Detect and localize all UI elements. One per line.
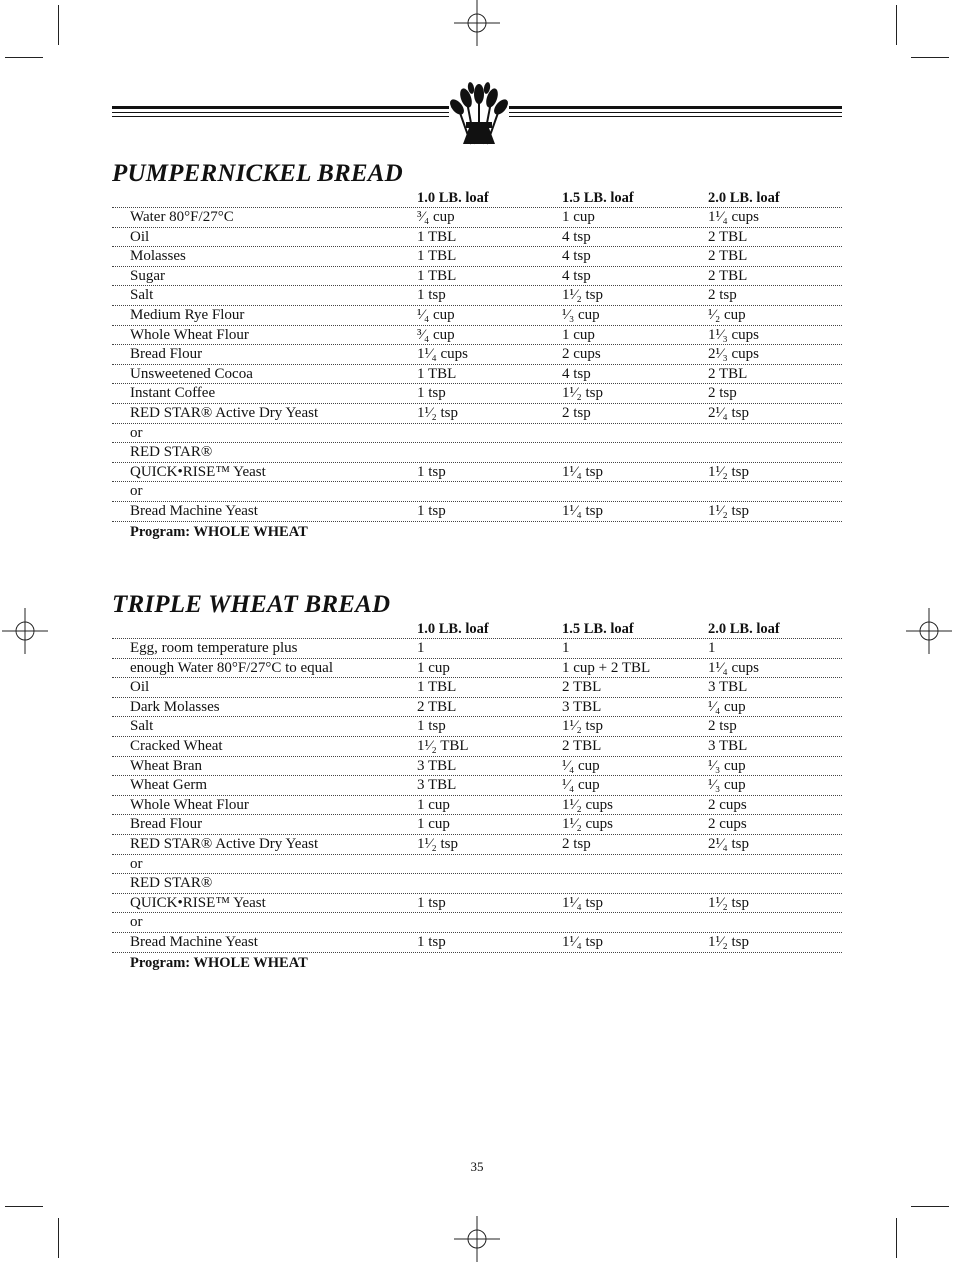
table-row xyxy=(112,796,842,816)
amount-1-0-lb: 1 xyxy=(417,640,425,656)
recipe-title: PUMPERNICKEL BREAD xyxy=(112,160,403,187)
amount-1-0-lb: 1 cup xyxy=(417,816,450,833)
table-row xyxy=(112,933,842,953)
amount-2-0-lb: 1¹⁄₃ cups xyxy=(708,326,759,343)
amount-1-5-lb: 1¹⁄₂ tsp xyxy=(562,287,603,304)
wheat-sheaf-icon xyxy=(449,82,509,146)
table-row xyxy=(112,345,842,365)
table-row xyxy=(112,247,842,267)
table-row xyxy=(112,737,842,757)
amount-2-0-lb: 1¹⁄₂ tsp xyxy=(708,502,749,519)
recipe-title: TRIPLE WHEAT BREAD xyxy=(112,591,391,618)
table-row xyxy=(112,913,842,933)
ingredient-name: RED STAR® Active Dry Yeast xyxy=(130,835,319,852)
amount-2-0-lb: 2 tsp xyxy=(708,385,737,402)
amount-1-5-lb: 2 TBL xyxy=(562,737,602,754)
table-row xyxy=(112,384,842,404)
amount-2-0-lb: ¹⁄₂ cup xyxy=(708,306,746,323)
amount-1-5-lb: 3 TBL xyxy=(562,698,602,715)
table-row xyxy=(112,698,842,718)
amount-1-0-lb: 1 tsp xyxy=(417,894,446,911)
amount-1-0-lb: 1 TBL xyxy=(417,679,457,696)
amount-2-0-lb: 2 TBL xyxy=(708,248,748,265)
amount-1-0-lb: 1¹⁄₂ tsp xyxy=(417,404,458,421)
column-header: 2.0 LB. loaf xyxy=(708,190,780,206)
amount-1-5-lb: 2 cups xyxy=(562,346,601,363)
amount-2-0-lb: ¹⁄₄ cup xyxy=(708,698,746,715)
table-row xyxy=(112,815,842,835)
ingredient-name: Water 80°F/27°C xyxy=(130,209,234,225)
ingredient-name: Unsweetened Cocoa xyxy=(130,365,253,382)
ingredient-name: RED STAR® xyxy=(130,444,213,461)
table-row xyxy=(112,228,842,248)
table-row xyxy=(112,463,842,483)
ingredient-name: Sugar xyxy=(130,267,165,284)
amount-2-0-lb: 1 xyxy=(708,640,716,656)
amount-1-0-lb: 1 tsp xyxy=(417,502,446,519)
ingredient-name: QUICK•RISE™ Yeast xyxy=(130,894,266,911)
table-row xyxy=(112,306,842,326)
amount-2-0-lb: 1¹⁄₂ tsp xyxy=(708,894,749,911)
crop-mark xyxy=(58,1218,59,1258)
amount-1-0-lb: 1 tsp xyxy=(417,287,446,304)
ingredient-name: Wheat Germ xyxy=(130,777,208,794)
crop-mark xyxy=(5,1206,43,1207)
ingredient-name: Bread Machine Yeast xyxy=(130,502,258,519)
program-setting: Program: WHOLE WHEAT xyxy=(130,955,308,971)
ingredient-name: Whole Wheat Flour xyxy=(130,326,249,343)
amount-1-0-lb: 1 cup xyxy=(417,796,450,813)
amount-2-0-lb: 2 cups xyxy=(708,816,747,833)
amount-2-0-lb: 3 TBL xyxy=(708,679,748,696)
table-row xyxy=(112,424,842,444)
amount-1-0-lb: 3 TBL xyxy=(417,777,457,794)
amount-2-0-lb: ¹⁄₃ cup xyxy=(708,777,746,794)
table-row xyxy=(112,835,842,855)
amount-1-5-lb: 2 tsp xyxy=(562,835,591,852)
amount-1-5-lb: 4 tsp xyxy=(562,267,591,284)
amount-1-0-lb: 1¹⁄₄ cups xyxy=(417,346,468,363)
amount-1-5-lb: 1 cup + 2 TBL xyxy=(562,659,651,676)
table-row xyxy=(112,502,842,522)
table-row xyxy=(112,443,842,463)
amount-1-5-lb: 1¹⁄₂ tsp xyxy=(562,385,603,402)
amount-2-0-lb: 2 tsp xyxy=(708,718,737,735)
ingredient-name: Wheat Bran xyxy=(130,757,203,774)
column-header: 1.5 LB. loaf xyxy=(562,621,634,637)
amount-1-5-lb: 2 TBL xyxy=(562,679,602,696)
table-row xyxy=(112,482,842,502)
ingredient-name: Egg, room temperature plus xyxy=(130,640,298,656)
crop-mark xyxy=(58,5,59,45)
amount-1-5-lb: 1¹⁄₄ tsp xyxy=(562,894,603,911)
ingredient-table xyxy=(112,639,842,953)
column-header: 1.0 LB. loaf xyxy=(417,621,489,637)
amount-1-0-lb: 1¹⁄₂ TBL xyxy=(417,737,469,754)
table-row xyxy=(112,326,842,346)
ingredient-name: or xyxy=(130,855,143,872)
amount-2-0-lb: 2¹⁄₃ cups xyxy=(708,346,759,363)
table-row xyxy=(112,639,842,659)
amount-1-0-lb: 1 TBL xyxy=(417,365,457,382)
table-row xyxy=(112,757,842,777)
table-row xyxy=(112,776,842,796)
ingredient-name: Bread Machine Yeast xyxy=(130,933,258,950)
table-row xyxy=(112,678,842,698)
amount-1-0-lb: ¹⁄₄ cup xyxy=(417,306,455,323)
amount-2-0-lb: 2 TBL xyxy=(708,228,748,245)
amount-1-5-lb: ¹⁄₄ cup xyxy=(562,777,600,794)
amount-2-0-lb: 2 TBL xyxy=(708,267,748,284)
table-row xyxy=(112,894,842,914)
amount-2-0-lb: 2 tsp xyxy=(708,287,737,304)
amount-1-5-lb: 1¹⁄₂ cups xyxy=(562,816,613,833)
amount-1-5-lb: 1¹⁄₄ tsp xyxy=(562,933,603,950)
amount-1-5-lb: 4 tsp xyxy=(562,228,591,245)
amount-2-0-lb: 3 TBL xyxy=(708,737,748,754)
ingredient-name: Cracked Wheat xyxy=(130,737,223,754)
registration-mark-icon xyxy=(454,0,500,46)
ingredient-name: RED STAR® xyxy=(130,875,213,892)
amount-2-0-lb: 2 cups xyxy=(708,796,747,813)
registration-mark-icon xyxy=(906,608,952,654)
crop-mark xyxy=(5,57,43,58)
amount-2-0-lb: 2 TBL xyxy=(708,365,748,382)
amount-1-0-lb: 1¹⁄₂ tsp xyxy=(417,835,458,852)
amount-1-0-lb: 1 tsp xyxy=(417,463,446,480)
amount-1-0-lb: 1 cup xyxy=(417,659,450,676)
ingredient-name: Bread Flour xyxy=(130,346,203,363)
amount-1-5-lb: 1 xyxy=(562,640,570,656)
amount-2-0-lb: ¹⁄₃ cup xyxy=(708,757,746,774)
amount-1-0-lb: 1 TBL xyxy=(417,267,457,284)
crop-mark xyxy=(911,57,949,58)
amount-1-5-lb: 1¹⁄₄ tsp xyxy=(562,502,603,519)
amount-1-0-lb: 1 tsp xyxy=(417,933,446,950)
program-setting: Program: WHOLE WHEAT xyxy=(130,524,308,540)
amount-1-5-lb: 4 tsp xyxy=(562,248,591,265)
amount-2-0-lb: 1¹⁄₄ cups xyxy=(708,659,759,676)
ingredient-name: QUICK•RISE™ Yeast xyxy=(130,463,266,480)
table-row xyxy=(112,208,842,228)
table-row xyxy=(112,365,842,385)
page-number: 35 xyxy=(470,1159,484,1174)
column-header: 1.0 LB. loaf xyxy=(417,190,489,206)
ingredient-name: Whole Wheat Flour xyxy=(130,796,249,813)
table-row xyxy=(112,267,842,287)
amount-1-0-lb: 2 TBL xyxy=(417,698,457,715)
crop-mark xyxy=(896,1218,897,1258)
amount-2-0-lb: 1¹⁄₂ tsp xyxy=(708,933,749,950)
amount-1-5-lb: 1 cup xyxy=(562,209,595,225)
ingredient-name: Instant Coffee xyxy=(130,385,216,402)
ingredient-name: Molasses xyxy=(130,248,186,265)
crop-mark xyxy=(896,5,897,45)
crop-mark xyxy=(911,1206,949,1207)
recipe-triple-wheat xyxy=(112,590,842,971)
ingredient-name: Salt xyxy=(130,718,154,735)
amount-2-0-lb: 2¹⁄₄ tsp xyxy=(708,404,749,421)
ingredient-name: Bread Flour xyxy=(130,816,203,833)
amount-1-5-lb: 1¹⁄₂ cups xyxy=(562,796,613,813)
amount-1-0-lb: 1 TBL xyxy=(417,228,457,245)
ingredient-name: Dark Molasses xyxy=(130,698,220,715)
ingredient-name: RED STAR® Active Dry Yeast xyxy=(130,404,319,421)
amount-2-0-lb: 1¹⁄₂ tsp xyxy=(708,463,749,480)
amount-1-0-lb: ³⁄₄ cup xyxy=(417,326,455,343)
amount-1-5-lb: ¹⁄₄ cup xyxy=(562,757,600,774)
amount-1-5-lb: ¹⁄₃ cup xyxy=(562,306,600,323)
amount-1-5-lb: 1 cup xyxy=(562,326,595,343)
amount-1-0-lb: ³⁄₄ cup xyxy=(417,209,455,225)
registration-mark-icon xyxy=(454,1216,500,1262)
ingredient-name: or xyxy=(130,424,143,441)
amount-1-5-lb: 1¹⁄₂ tsp xyxy=(562,718,603,735)
amount-2-0-lb: 1¹⁄₄ cups xyxy=(708,209,759,225)
table-row xyxy=(112,659,842,679)
ingredient-name: or xyxy=(130,914,143,931)
ingredient-name: Medium Rye Flour xyxy=(130,306,245,323)
table-row xyxy=(112,717,842,737)
amount-1-0-lb: 1 tsp xyxy=(417,718,446,735)
amount-1-0-lb: 1 tsp xyxy=(417,385,446,402)
amount-2-0-lb: 2¹⁄₄ tsp xyxy=(708,835,749,852)
ingredient-name: Oil xyxy=(130,679,150,696)
table-row xyxy=(112,855,842,875)
amount-1-5-lb: 1¹⁄₄ tsp xyxy=(562,463,603,480)
ingredient-name: Salt xyxy=(130,287,154,304)
amount-1-5-lb: 2 tsp xyxy=(562,404,591,421)
table-row xyxy=(112,286,842,306)
table-header xyxy=(112,189,842,208)
column-header: 1.5 LB. loaf xyxy=(562,190,634,206)
amount-1-5-lb: 4 tsp xyxy=(562,365,591,382)
ingredient-name: or xyxy=(130,483,143,500)
ingredient-table xyxy=(112,208,842,522)
table-row xyxy=(112,404,842,424)
ingredient-name: enough Water 80°F/27°C to equal xyxy=(130,659,333,676)
registration-mark-icon xyxy=(2,608,48,654)
recipe-pumpernickel xyxy=(112,159,842,540)
table-row xyxy=(112,874,842,894)
column-header: 2.0 LB. loaf xyxy=(708,621,780,637)
amount-1-0-lb: 3 TBL xyxy=(417,757,457,774)
table-header xyxy=(112,620,842,639)
ingredient-name: Oil xyxy=(130,228,150,245)
amount-1-0-lb: 1 TBL xyxy=(417,248,457,265)
